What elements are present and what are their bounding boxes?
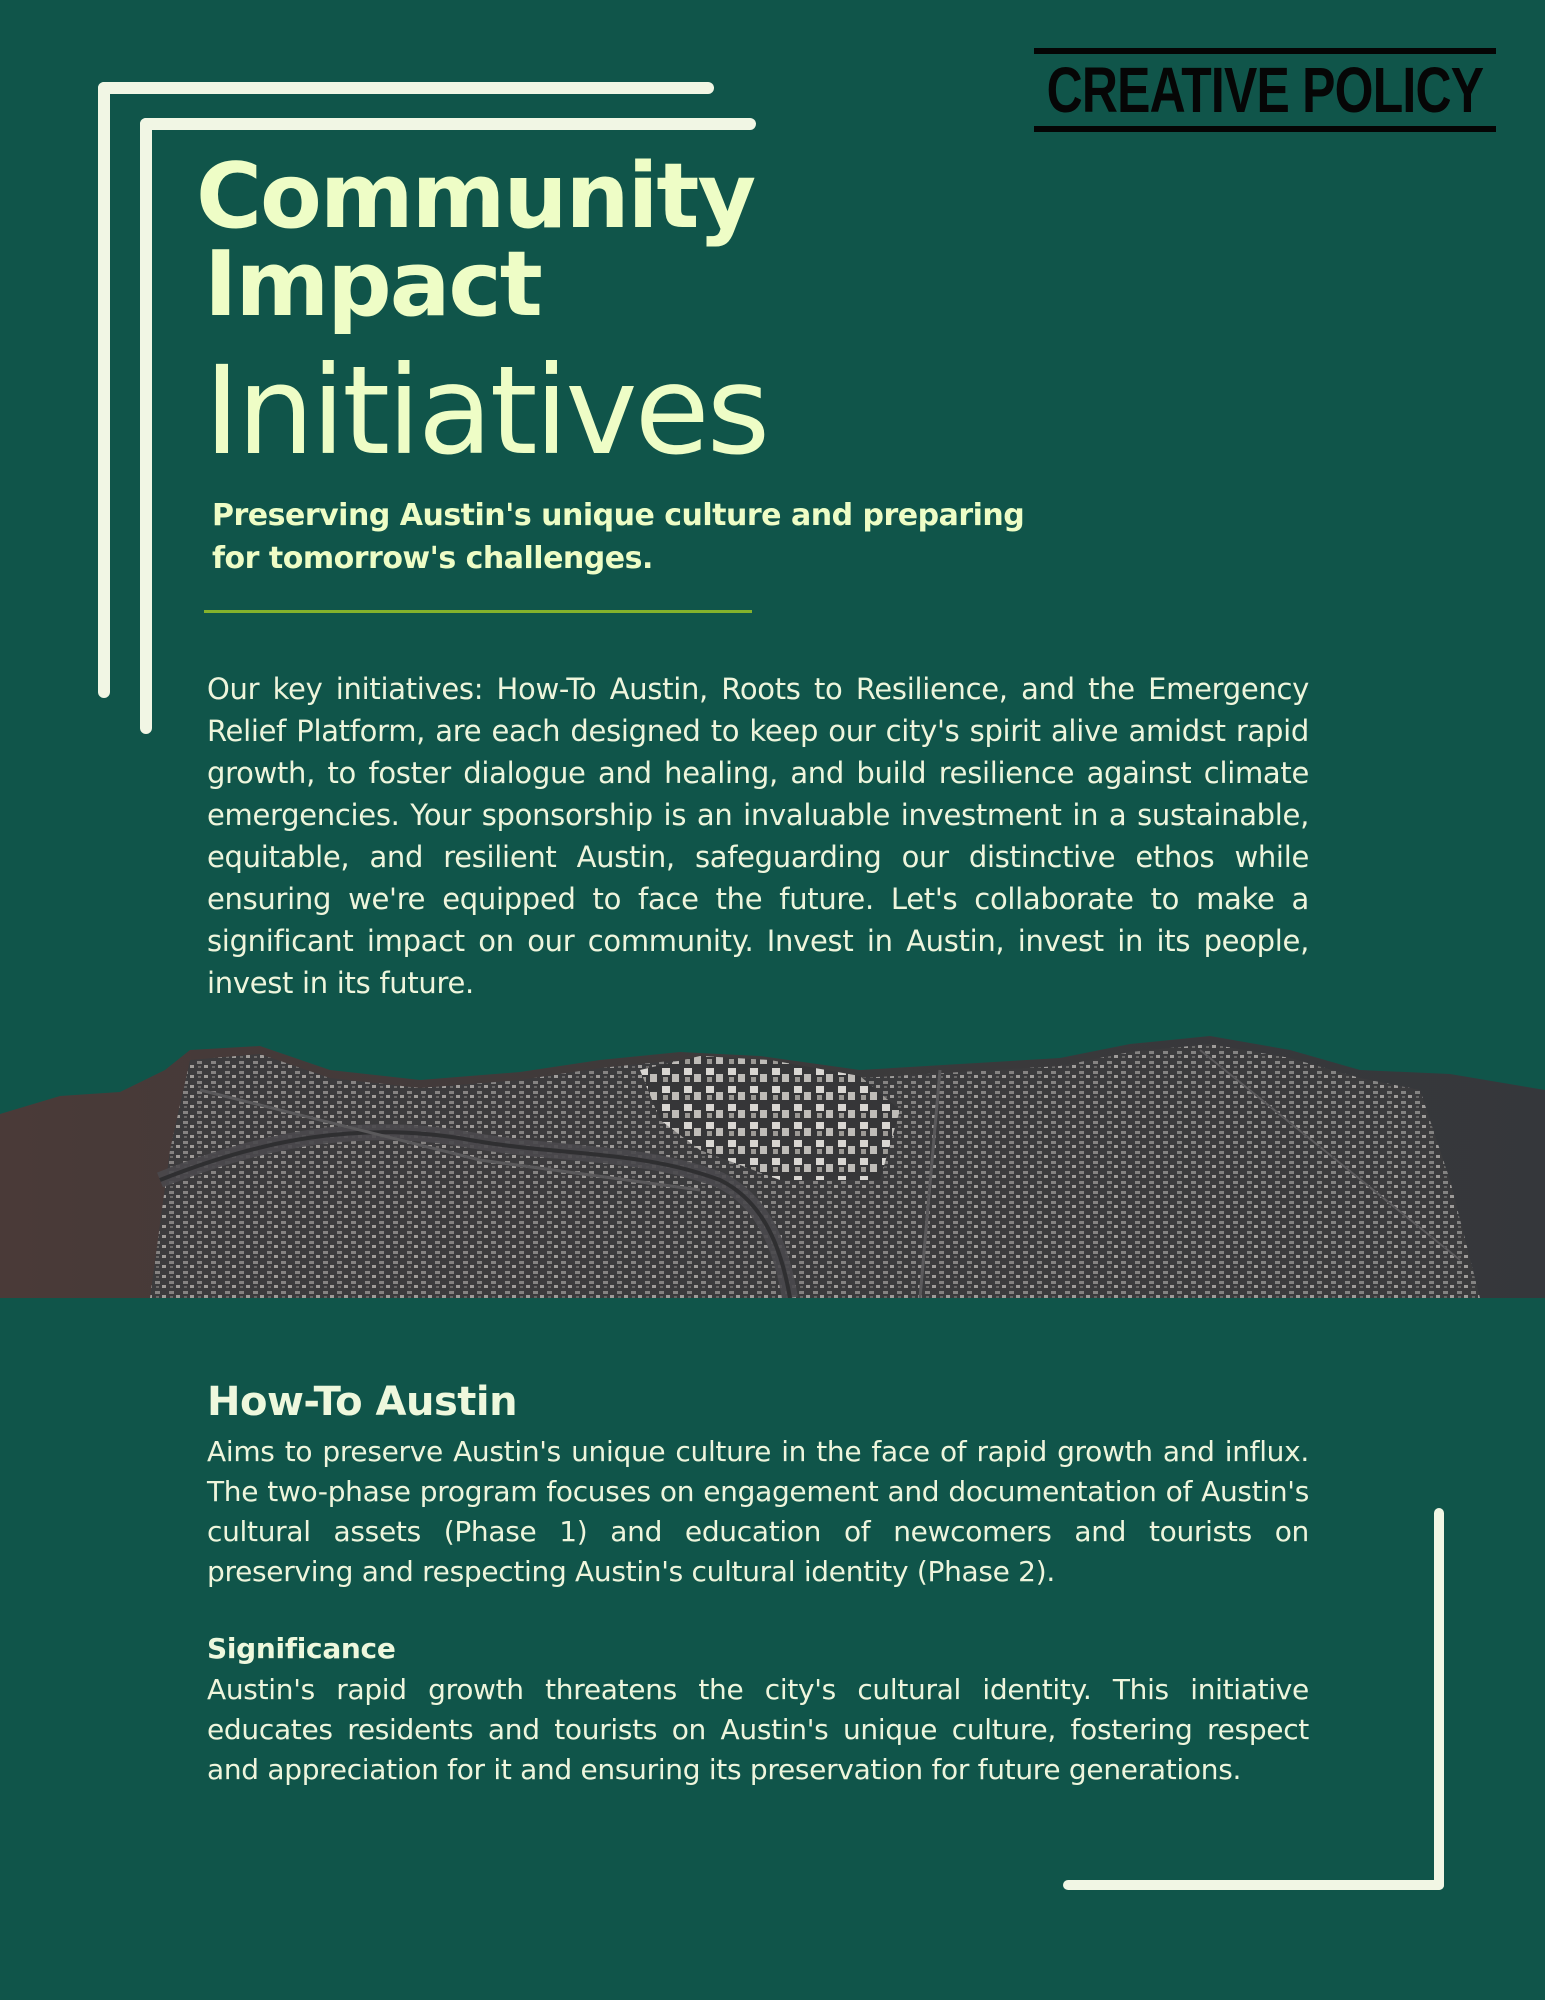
section-heading-how-to-austin: How-To Austin: [207, 1379, 518, 1425]
page-subtitle: Preserving Austin's unique culture and preparing for tomorrow's challenges.: [212, 498, 1025, 576]
significance-heading: Significance: [207, 1632, 396, 1665]
creative-policy-logo: [1034, 48, 1496, 132]
page-title-line-3: Initiatives: [204, 340, 768, 482]
significance-body: Austin's rapid growth threatens the city's cultural identity. This initiative educates residents and tourists on Austin's unique culture, fostering respect and appreciation for it and ensuring its preservation for future generations.: [207, 1673, 1309, 1786]
bracket-outer-horizontal: [98, 82, 714, 94]
logo-text: CREATIVE POLICY: [1046, 54, 1484, 126]
bracket-inner-horizontal: [140, 118, 756, 130]
page-title-line-1: Community: [196, 144, 755, 249]
page-title-line-2: Impact: [204, 232, 541, 337]
bracket-bottom-vertical: [1434, 1508, 1444, 1890]
austin-city-3d-map-image: [0, 1030, 1545, 1298]
section-divider: [204, 610, 752, 613]
bracket-outer-vertical: [98, 82, 110, 698]
section-body-how-to-austin: Aims to preserve Austin's unique culture in the face of rapid growth and influx. The two-phase program focuses on engagement and documentation of Austin's cultural assets (Phase 1) and education of newcomers and tourists on preserving and respecting Austin's cultural identity (Phase 2).: [207, 1435, 1309, 1588]
intro-paragraph: Our key initiatives: How-To Austin, Roots to Resilience, and the Emergency Relief Platform, are each designed to keep our city's spirit alive amidst rapid growth, to foster dialogue and healing, and build resilience against climate emergencies. Your sponsorship is an invaluable investment in a sustainable, equitable, and resilient Austin, safeguarding our distinctive ethos while ensuring we're equipped to face the future. Let's collaborate to make a significant impact on our community. Invest in Austin, invest in its people, invest in its future.: [207, 672, 1309, 1000]
bracket-bottom-horizontal: [1063, 1880, 1444, 1890]
bracket-inner-vertical: [140, 118, 152, 734]
